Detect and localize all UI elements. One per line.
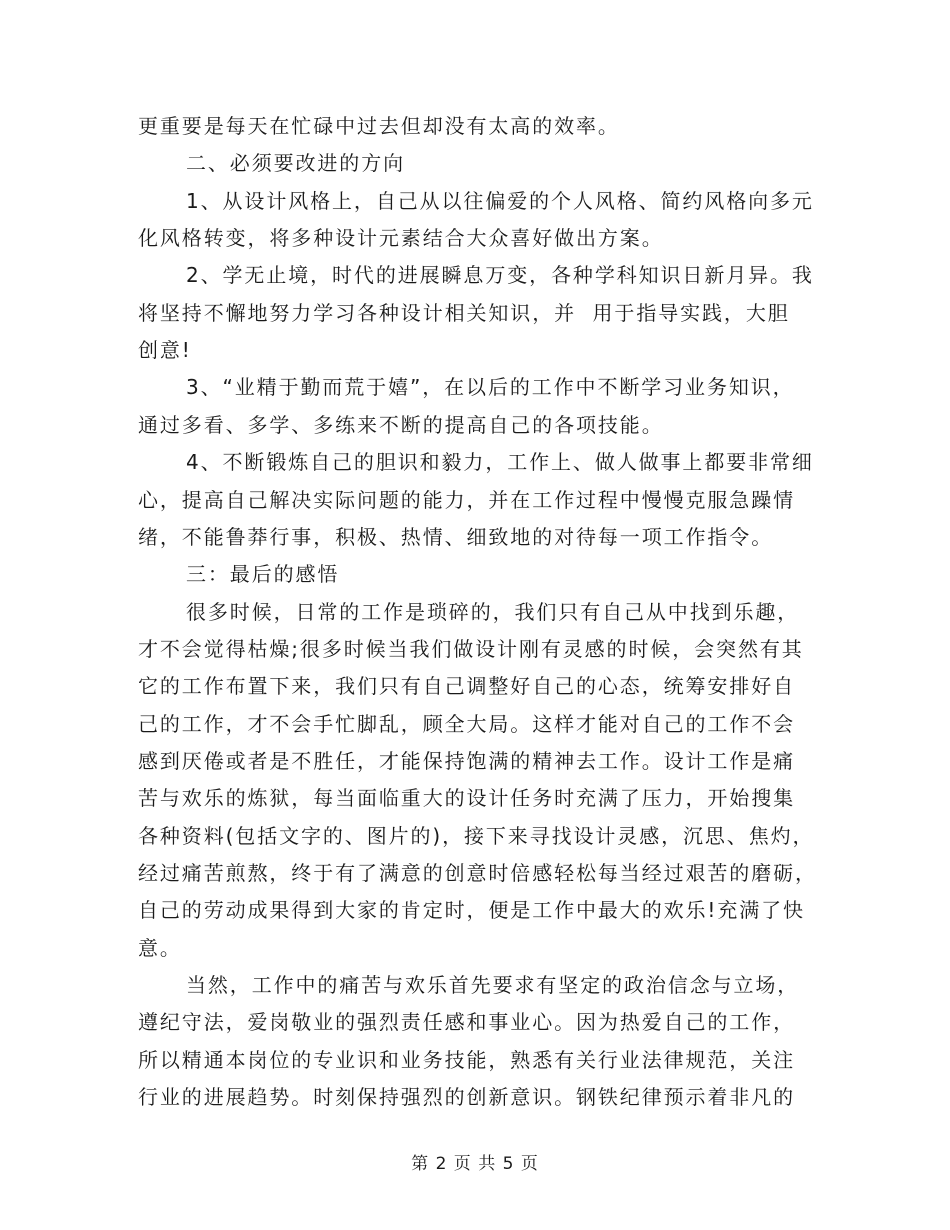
text-line: 4、不断锻炼自己的胆识和毅力，工作上、做人做事上都要非常细 <box>186 450 814 474</box>
text-line: 各种资料(包括文字的、图片的)，接下来寻找设计灵感，沉思、焦灼， <box>138 824 815 848</box>
page-number-footer: 第 2 页 共 5 页 <box>411 1154 539 1174</box>
text-line: 才不会觉得枯燥;很多时候当我们做设计刚有灵感的时候，会突然有其 <box>138 637 804 661</box>
text-line: 3、“业精于勤而荒于嬉”，在以后的工作中不断学习业务知识， <box>186 375 795 399</box>
text-line: 绪，不能鲁莽行事，积极、热情、细致地的对待每一项工作指令。 <box>138 525 774 549</box>
text-line: 己的工作，才不会手忙脚乱，顾全大局。这样才能对自己的工作不会 <box>138 712 795 736</box>
text-line: 2、学无止境，时代的进展瞬息万变，各种学科知识日新月异。我 <box>186 263 814 287</box>
text-line: 心，提高自己解决实际问题的能力，并在工作过程中慢慢克服急躁情 <box>138 488 795 512</box>
text-line: 意。 <box>138 936 182 960</box>
text-line: 1、从设计风格上，自己从以往偏爱的个人风格、简约风格向多元 <box>186 189 814 213</box>
text-line: 通过多看、多学、多练来不断的提高自己的各项技能。 <box>138 413 664 437</box>
text-line: 行业的进展趋势。时刻保持强烈的创新意识。钢铁纪律预示着非凡的 <box>138 1085 795 1109</box>
section-heading: 三：最后的感悟 <box>186 562 340 586</box>
text-line: 遵纪守法，爱岗敬业的强烈责任感和事业心。因为热爱自己的工作， <box>138 1010 795 1034</box>
text-line: 它的工作布置下来，我们只有自己调整好自己的心态，统筹安排好自 <box>138 674 795 698</box>
text-line: 感到厌倦或者是不胜任，才能保持饱满的精神去工作。设计工作是痛 <box>138 749 795 773</box>
text-line: 自己的劳动成果得到大家的肯定时，便是工作中最大的欢乐!充满了快 <box>138 898 805 922</box>
text-line: 将坚持不懈地努力学习各种设计相关知识，并 用于指导实践，大胆 <box>138 301 790 325</box>
text-line: 经过痛苦煎熬，终于有了满意的创意时倍感轻松每当经过艰苦的磨砺， <box>138 861 817 885</box>
text-line: 更重要是每天在忙碌中过去但却没有太高的效率。 <box>138 114 620 138</box>
text-line: 创意! <box>138 338 192 362</box>
text-line: 很多时候，日常的工作是琐碎的，我们只有自己从中找到乐趣， <box>186 600 800 624</box>
section-heading: 二、必须要改进的方向 <box>186 151 405 175</box>
text-line: 所以精通本岗位的专业识和业务技能，熟悉有关行业法律规范，关注 <box>138 1048 795 1072</box>
text-line: 化风格转变，将多种设计元素结合大众喜好做出方案。 <box>138 226 664 250</box>
text-line: 当然，工作中的痛苦与欢乐首先要求有坚定的政治信念与立场， <box>186 973 800 997</box>
text-line: 苦与欢乐的炼狱，每当面临重大的设计任务时充满了压力，开始搜集 <box>138 786 795 810</box>
